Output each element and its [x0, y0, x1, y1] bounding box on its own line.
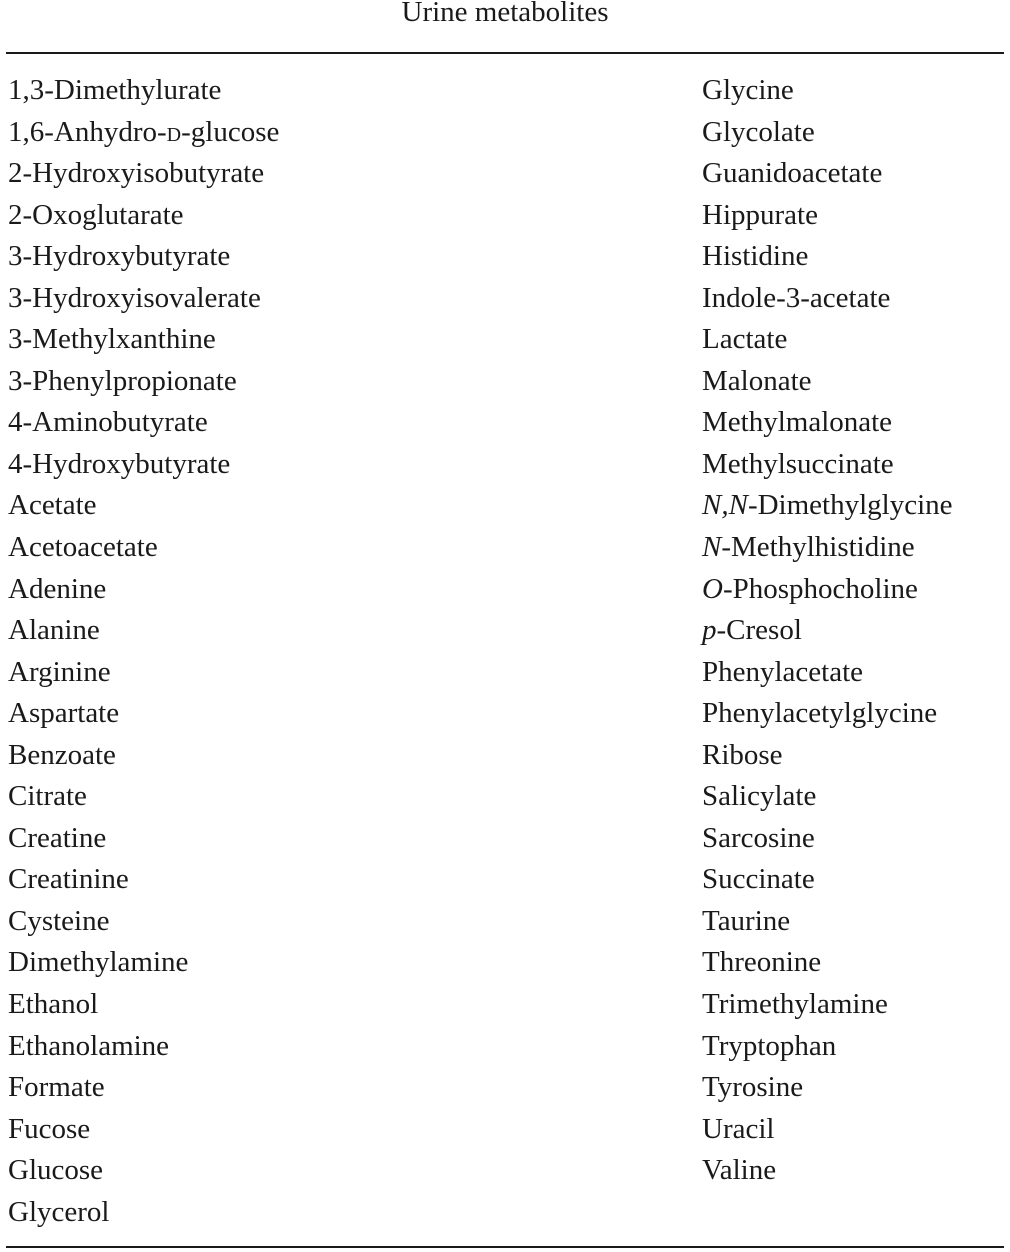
metabolite-item: 4-Aminobutyrate	[8, 406, 208, 439]
metabolite-item: Guanidoacetate	[702, 157, 883, 190]
metabolite-item: Acetate	[8, 489, 97, 522]
metabolite-item: Methylsuccinate	[702, 447, 894, 480]
top-rule	[6, 52, 1004, 54]
metabolite-item: Ethanol	[8, 988, 99, 1021]
metabolite-item: Indole-3-acetate	[702, 281, 891, 314]
metabolite-item: N-Methylhistidine	[702, 531, 915, 564]
metabolite-item: Adenine	[8, 572, 107, 605]
metabolite-item: 3-Phenylpropionate	[8, 364, 237, 397]
metabolite-item: Salicylate	[702, 780, 817, 813]
metabolite-item: Alanine	[8, 614, 100, 647]
metabolite-item: Acetoacetate	[8, 531, 158, 564]
metabolite-item: Creatine	[8, 821, 107, 854]
left-column	[8, 70, 648, 1233]
metabolite-item: 1,6-Anhydro-d-glucose	[8, 115, 280, 148]
metabolite-item: Phenylacetate	[702, 655, 864, 688]
metabolite-item: Tyrosine	[702, 1071, 804, 1104]
metabolite-item: Valine	[702, 1154, 777, 1187]
metabolite-item: Fucose	[8, 1112, 91, 1145]
metabolite-item: 3-Hydroxybutyrate	[8, 240, 231, 273]
bottom-rule	[6, 1246, 1004, 1248]
metabolite-item: Ethanolamine	[8, 1029, 170, 1062]
metabolite-item: Glycine	[702, 74, 794, 106]
metabolite-item: Cysteine	[8, 904, 110, 937]
metabolite-item: Benzoate	[8, 738, 116, 771]
metabolite-item: Glycerol	[8, 1195, 110, 1228]
metabolite-item: Uracil	[702, 1112, 775, 1145]
metabolite-item: Trimethylamine	[702, 988, 888, 1021]
metabolite-item: 2-Oxoglutarate	[8, 198, 184, 231]
metabolite-item: p-Cresol	[702, 614, 802, 647]
metabolite-item: Arginine	[8, 655, 111, 688]
metabolite-item: O-Phosphocholine	[702, 572, 918, 605]
metabolite-item: Hippurate	[702, 198, 818, 231]
metabolite-item: Sarcosine	[702, 821, 815, 854]
metabolite-item: Dimethylamine	[8, 946, 189, 979]
metabolite-item: Tryptophan	[702, 1029, 837, 1062]
metabolite-item: Methylmalonate	[702, 406, 893, 439]
metabolite-item: Threonine	[702, 946, 822, 979]
metabolite-item: Lactate	[702, 323, 788, 356]
metabolite-item: Glycolate	[702, 115, 815, 148]
metabolite-item: Malonate	[702, 364, 812, 397]
metabolite-item: Ribose	[702, 738, 783, 771]
metabolite-item: 4-Hydroxybutyrate	[8, 447, 231, 480]
metabolite-item: Formate	[8, 1071, 105, 1104]
metabolite-item: Taurine	[702, 904, 791, 937]
metabolite-item: 3-Methylxanthine	[8, 323, 216, 356]
metabolite-item: Succinate	[702, 863, 815, 896]
right-column	[702, 70, 1008, 1192]
metabolite-item: Creatinine	[8, 863, 129, 896]
metabolite-item: Aspartate	[8, 697, 120, 730]
metabolite-item: N,N-Dimethylglycine	[702, 489, 953, 522]
metabolite-item: Glucose	[8, 1154, 104, 1187]
metabolite-item: Phenylacetylglycine	[702, 697, 938, 730]
metabolite-item: Citrate	[8, 780, 87, 813]
table-title: Urine metabolites	[401, 0, 609, 28]
metabolite-item: Histidine	[702, 240, 809, 273]
metabolite-item: 2-Hydroxyisobutyrate	[8, 157, 265, 190]
metabolite-item: 1,3-Dimethylurate	[8, 74, 222, 106]
metabolite-item: 3-Hydroxyisovalerate	[8, 281, 261, 314]
